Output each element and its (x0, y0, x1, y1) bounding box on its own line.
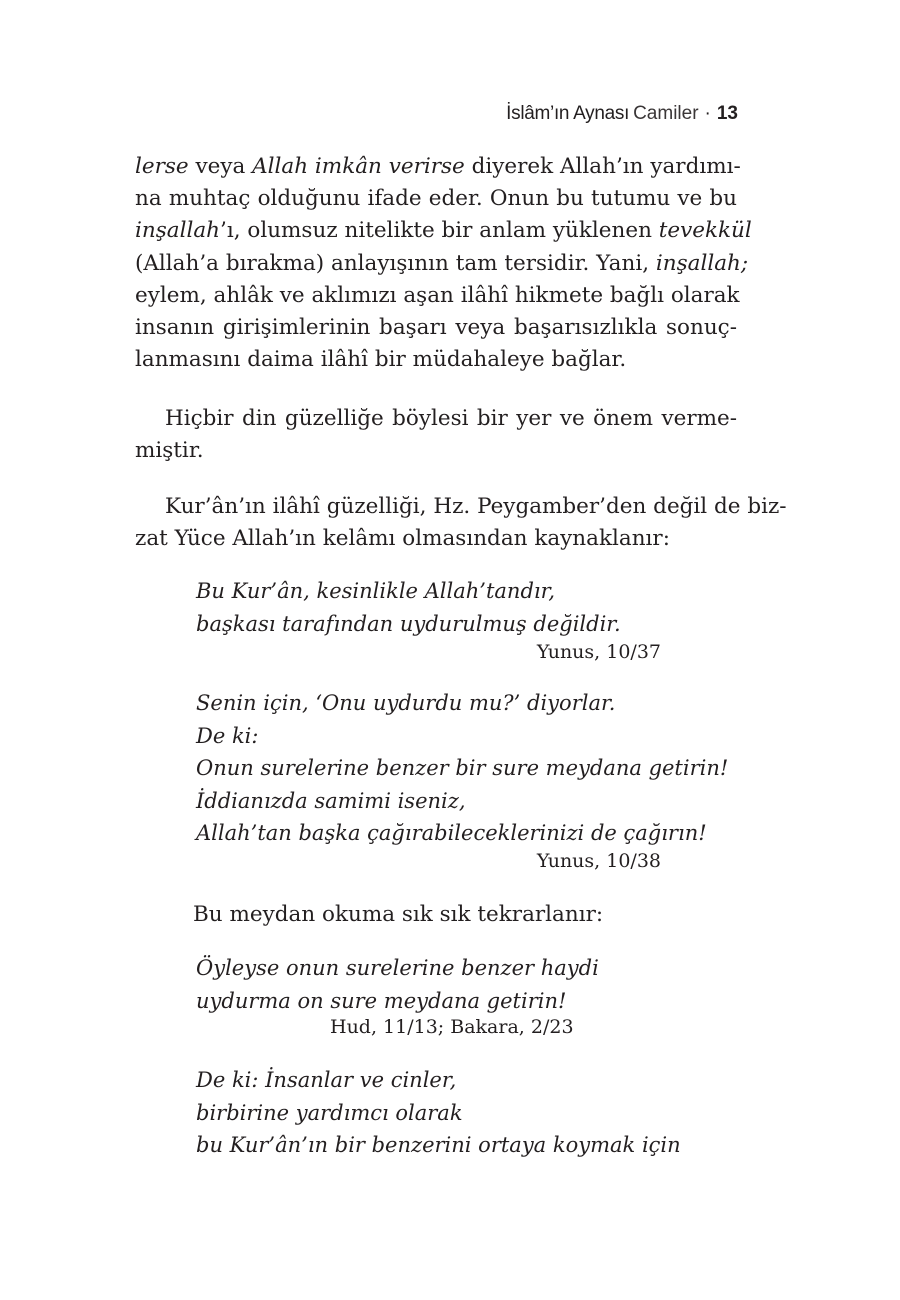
verse-line: Bu Kur’ân, kesinlikle Allah’tandır, (196, 579, 556, 603)
italic-phrase: Allah imkân verirse (252, 154, 465, 179)
text-run: (Allah’a bırakma) anlayışının tam tersidir. Yani, (135, 250, 656, 276)
book-title: İslâm’ın Aynası (506, 103, 630, 124)
verse-line: İddianızda samimi iseniz, (196, 788, 466, 813)
verse-line: bu Kur’ân’ın bir benzerini ortaya koymak için (196, 1133, 681, 1157)
text-run: veya (188, 154, 253, 179)
verse-quote-1 (196, 575, 621, 640)
verse-line: birbirine yardımcı olarak (196, 1100, 463, 1125)
text-run: ’ı, olumsuz nitelikte bir anlam yüklenen (220, 218, 659, 244)
verse-quote-3 (196, 952, 599, 1017)
paragraph-line: zat Yüce Allah’ın kelâmı olmasından kaynaklanır: (135, 526, 670, 552)
paragraph-line: miştir. (135, 438, 204, 464)
verse-reference: Yunus, 10/37 (536, 641, 661, 663)
italic-phrase: inşallah; (655, 250, 749, 276)
header-separator: · (704, 103, 711, 124)
paragraph-line: lanmasını daima ilâhî bir müdahaleye bağlar. (135, 347, 627, 373)
verse-line: De ki: İnsanlar ve cinler, (196, 1068, 457, 1092)
paragraph-line: Kur’ân’ın ilâhî güzelliği, Hz. Peygamber’den değil de biz- (165, 494, 787, 519)
paragraph-line (135, 151, 741, 183)
chapter-title: Camiler (633, 103, 699, 124)
verse-line: uydurma on sure meydana getirin! (196, 988, 567, 1013)
verse-line: başkası tarafından uydurulmuş değildir. (196, 611, 621, 636)
paragraph-line: Bu meydan okuma sık sık tekrarlanır: (193, 902, 604, 927)
verse-line: Allah’tan başka çağırabileceklerinizi de çağırın! (196, 821, 707, 845)
verse-reference: Yunus, 10/38 (536, 850, 661, 872)
verse-line: De ki: (196, 723, 259, 748)
paragraph-line: insanın girişimlerinin başarı veya başarısızlıkla sonuç- (135, 315, 737, 341)
text-run: diyerek Allah’ın yardımı- (464, 154, 741, 179)
paragraph-1 (135, 151, 752, 376)
paragraph-2 (135, 403, 737, 467)
verse-reference: Hud, 11/13; Bakara, 2/23 (330, 1016, 574, 1038)
paragraph-line: Hiçbir din güzelliğe böylesi bir yer ve önem verme- (165, 406, 737, 431)
paragraph-line: eylem, ahlâk ve aklımızı aşan ilâhî hikmete bağlı olarak (135, 282, 740, 308)
paragraph-line (135, 215, 752, 247)
verse-line: Öyleyse onun surelerine benzer haydi (196, 956, 599, 980)
verse-line: Senin için, ‘Onu uydurdu mu?’ diyorlar. (196, 691, 616, 715)
verse-line: Onun surelerine benzer bir sure meydana getirin! (196, 756, 729, 780)
page-number: 13 (716, 103, 738, 124)
paragraph-4 (135, 899, 737, 931)
paragraph-3 (135, 491, 787, 555)
paragraph-line (135, 248, 749, 280)
running-header (506, 103, 738, 125)
italic-phrase: inşallah (135, 218, 220, 244)
italic-phrase: lerse (135, 154, 189, 179)
paragraph-line: na muhtaç olduğunu ifade eder. Onun bu tutumu ve bu (135, 186, 737, 212)
verse-quote-2 (196, 687, 728, 850)
italic-phrase: tevekkül (658, 218, 752, 244)
verse-quote-4 (196, 1064, 681, 1162)
